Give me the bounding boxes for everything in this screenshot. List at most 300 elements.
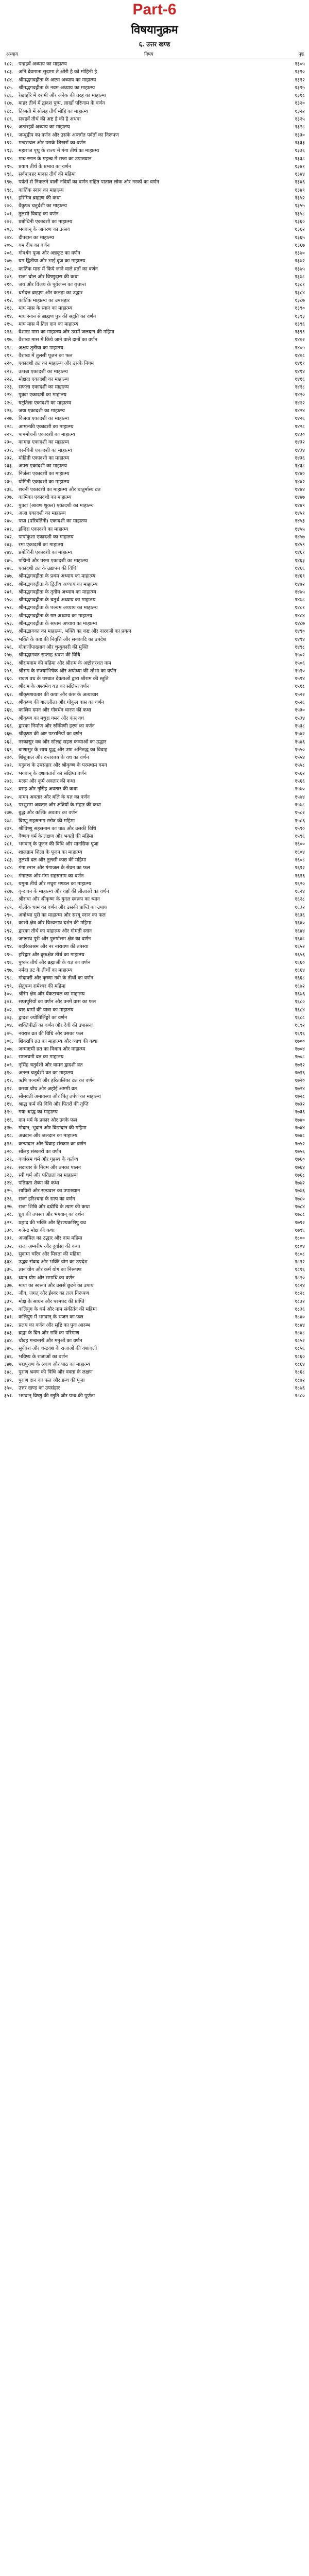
toc-entry <box>4 1172 305 1179</box>
chapter-title: हरिमित्र ब्राह्मण की कथा <box>19 195 61 201</box>
chapter-title: सेतुबन्ध रामेश्वर की महिमा <box>19 983 66 989</box>
chapter-number: २७०. <box>4 755 13 761</box>
toc-entry <box>4 873 305 880</box>
chapter-title: राजा चोल और विष्णुदास की कथा <box>19 274 79 280</box>
toc-entry <box>4 739 305 746</box>
chapter-title: द्वारका निर्माण और रुक्मिणी हरण का वर्णन <box>19 723 95 729</box>
chapter-number: २१२. <box>4 297 13 303</box>
page-number: १५९० <box>295 825 305 832</box>
chapter-number: २०८. <box>4 266 13 272</box>
chapter-number: ३३६. <box>4 1275 13 1281</box>
page-number: १३६५ <box>295 234 305 241</box>
page-number: १४४७ <box>295 495 305 501</box>
page-number: १३९३ <box>295 313 305 319</box>
page-number: १४३६ <box>295 455 305 461</box>
chapter-number: २४२. <box>4 534 13 540</box>
chapter-title: गंगा स्नान और गंगाजल के सेवन का फल <box>19 865 90 871</box>
chapter-number: ३३३. <box>4 1251 13 1257</box>
toc-entry <box>4 368 305 376</box>
chapter-number: २२०. <box>4 361 13 367</box>
chapter-title: ध्रुव की तपस्या और भगवान्‌ का दर्शन <box>19 1212 84 1218</box>
chapter-number: ३०२. <box>4 1007 13 1013</box>
chapter-title: मत्स्य और कूर्म अवतार की कथा <box>19 778 75 785</box>
toc-entry <box>4 849 305 856</box>
chapter-title: षट्तिला एकादशी का माहात्म्य <box>19 400 71 406</box>
chapter-title: वरूथिनी एकादशी का माहात्म्य <box>19 447 72 453</box>
page-number: १७०८ <box>295 1054 305 1060</box>
chapter-title: पुत्रदा (श्रावण शुक्ल) एकादशी का माहात्म्य <box>19 502 94 509</box>
toc-entry <box>4 321 305 328</box>
page-number: १४८७ <box>295 621 305 627</box>
toc-entry <box>4 526 305 533</box>
chapter-number: २८२. <box>4 849 13 855</box>
toc-entry <box>4 218 305 226</box>
chapter-number: २८४. <box>4 865 13 871</box>
chapter-title: श्रीकृष्णावतार की कथा और कंस के अत्याचार <box>19 691 98 698</box>
chapter-number: ३००. <box>4 991 13 997</box>
chapter-number: २२३. <box>4 384 13 391</box>
page-number: १५८६ <box>295 818 305 824</box>
toc-entry <box>4 581 305 588</box>
chapter-title: श्रीमद्भगवद्गीता के पञ्चम अध्याय का माहात्म्य <box>19 605 98 611</box>
chapter-title: निर्जला एकादशी का माहात्म्य <box>19 471 70 477</box>
toc-entry <box>4 1211 305 1218</box>
page-number: १४०२ <box>295 337 305 343</box>
page-number: १८३२ <box>295 1298 305 1304</box>
chapter-title: भगवान्‌ के दशावतारों का संक्षिप्त वर्णन <box>19 770 87 776</box>
chapter-number: २६०. <box>4 676 13 682</box>
chapter-title: सप्तपुरियों का वर्णन और उनमें वास का फल <box>19 999 96 1005</box>
chapter-number: ३१५. <box>4 1109 13 1115</box>
chapter-title: गोकर्णोपाख्यान और धुन्धुकारी की मुक्ति <box>19 644 89 650</box>
toc-entry <box>4 1361 305 1368</box>
chapter-title: चौदह मन्वन्तरों और मनुओं का वर्णन <box>19 1338 82 1344</box>
chapter-title: अक्षय तृतीया का माहात्म्य <box>19 345 63 351</box>
chapter-title: वैष्णव धर्म के लक्षण और भक्तों की महिमा <box>19 834 93 840</box>
chapter-title: एकादशी व्रत के उद्यापन की विधि <box>19 566 77 571</box>
page-number: १७८४ <box>295 1204 305 1210</box>
toc-entry <box>4 983 305 990</box>
toc-entry <box>4 290 305 297</box>
chapter-number: २२७. <box>4 416 13 422</box>
chapter-number: ३२३. <box>4 1172 13 1178</box>
page-number: १८२८ <box>295 1291 305 1297</box>
toc-entry <box>4 408 305 415</box>
chapter-number: १९२. <box>4 140 13 146</box>
page-number: १७१२ <box>295 1062 305 1068</box>
chapter-number: ३३९. <box>4 1298 13 1304</box>
toc-entry <box>4 936 305 943</box>
page-number: १३०५ <box>295 61 305 67</box>
chapter-number: ३४३. <box>4 1330 13 1336</box>
chapter-title: कलियुग में भगवान्‌ के भजन का फल <box>19 1314 83 1320</box>
chapter-title: अठारहवें अध्याय का माहात्म्य <box>19 124 70 130</box>
chapter-number: २००. <box>4 203 13 209</box>
toc-entry <box>4 952 305 959</box>
toc-entry <box>4 423 305 431</box>
chapter-number: ३३०. <box>4 1227 13 1233</box>
page-number: १४६६ <box>295 566 305 571</box>
toc-entry <box>4 352 305 360</box>
chapter-number: ३४१. <box>4 1314 13 1320</box>
page-number: १६२४ <box>295 889 305 895</box>
chapter-title: विजया एकादशी का माहात्म्य <box>19 416 69 422</box>
chapter-title: परशुराम अवतार और क्षत्रियों के संहार की कथा <box>19 802 101 808</box>
chapter-number: २६१. <box>4 684 13 690</box>
toc-entry <box>4 1030 305 1038</box>
toc-entry <box>4 613 305 620</box>
chapter-number: १९५. <box>4 163 13 170</box>
page-number: १३१५ <box>295 84 305 91</box>
toc-entry <box>4 1259 305 1266</box>
toc-entry <box>4 250 305 257</box>
toc-entry <box>4 660 305 667</box>
chapter-title: जय और विजय के पूर्वजन्म का वृत्तान्त <box>19 282 86 288</box>
chapter-title: दान धर्म के प्रकार और उनके फल <box>19 1117 77 1123</box>
chapter-number: ३०७. <box>4 1046 13 1053</box>
chapter-number: २७९. <box>4 825 13 832</box>
chapter-number: १८४. <box>4 77 13 83</box>
chapter-number: २९६. <box>4 959 13 965</box>
chapter-title: प्रयाग तीर्थ के प्रभाव का वर्णन <box>19 163 72 170</box>
chapter-number: २१३. <box>4 306 13 312</box>
chapter-number: २७५. <box>4 794 13 800</box>
toc-entry <box>4 928 305 935</box>
chapter-title: शिशुपाल और दन्तवक्त्र के वध का वर्णन <box>19 755 89 761</box>
toc-entry <box>4 747 305 754</box>
page-number: १३३८ <box>295 156 305 162</box>
chapter-number: २८८. <box>4 896 13 903</box>
chapter-number: १८६. <box>4 93 13 99</box>
chapter-number: २९७. <box>4 968 13 974</box>
toc-entry <box>4 1298 305 1306</box>
toc-entry <box>4 195 305 202</box>
chapter-title: श्राद्ध कर्म की विधि और पितरों की तृप्ति <box>19 1101 89 1108</box>
page-number: १६२८ <box>295 896 305 903</box>
toc-entry <box>4 486 305 494</box>
chapter-number: ३४४. <box>4 1338 13 1344</box>
chapter-title: वृन्दावन के माहात्म्य और वहाँ की लीलाओं का वर्णन <box>19 889 109 895</box>
page-number: १३२० <box>295 100 305 107</box>
chapter-number: २६८. <box>4 739 13 745</box>
page-number: १४७२ <box>295 581 305 587</box>
chapter-number: २१९. <box>4 352 13 359</box>
chapter-title: श्रीकृष्ण की बाललीला और गोकुल वास का वर्णन <box>19 700 104 706</box>
toc-entry <box>4 1377 305 1384</box>
chapter-title: द्वारका तीर्थ का माहात्म्य और गोमती स्नान <box>19 928 92 934</box>
chapter-title: इन्दिरा एकादशी का माहात्म्य <box>19 526 68 532</box>
page-number: १८२४ <box>295 1283 305 1289</box>
chapter-title: तिब्बती में सोलह तीर्थ मोहि का माहात्म्य <box>19 108 89 114</box>
toc-entry <box>4 1077 305 1084</box>
page-number: १३५५ <box>295 203 305 209</box>
chapter-number: ३२८. <box>4 1212 13 1218</box>
chapter-title: श्रीमद्भागवत सप्ताह श्रवण की विधि <box>19 652 80 658</box>
page-number: १३४९ <box>295 187 305 193</box>
chapter-number: १९३. <box>4 148 13 154</box>
toc-entry <box>4 1148 305 1156</box>
chapter-title: मोक्षदा एकादशी का माहात्म्य <box>19 376 69 382</box>
chapter-number: २०२. <box>4 218 13 225</box>
chapter-title: श्रीमद्भगवद्गीता के सप्तम अध्याय का माहात्म्य <box>19 621 97 627</box>
chapter-number: २१४. <box>4 313 13 319</box>
page-number: १३७८ <box>295 274 305 280</box>
chapter-number: २५७. <box>4 652 13 658</box>
chapter-number: २९१. <box>4 920 13 926</box>
chapter-number: २८९. <box>4 904 13 910</box>
page-number: १६७२ <box>295 983 305 989</box>
page-number: १३८१ <box>295 282 305 288</box>
toc-entry <box>4 1125 305 1132</box>
chapter-title: द्वादश ज्योतिर्लिङ्गों का वर्णन <box>19 1014 67 1021</box>
chapter-number: ३२०. <box>4 1148 13 1155</box>
toc-entry <box>4 1109 305 1116</box>
toc-entry <box>4 297 305 304</box>
chapter-title: राजा हरिश्चन्द्र के सत्य का वर्णन <box>19 1196 75 1202</box>
page-number: १६९२ <box>295 1023 305 1029</box>
chapter-title: पर्वतों से निकलने वाली नदियों का वर्णन सहित पाताल लोक और नरकों का वर्णन <box>19 179 159 185</box>
toc-entry <box>4 967 305 974</box>
chapter-number: ३०१. <box>4 999 13 1005</box>
chapter-number: २६७. <box>4 731 13 737</box>
chapter-title: शक्तिपीठों का वर्णन और देवी की उपासना <box>19 1023 93 1029</box>
chapter-number: ३०६. <box>4 1038 13 1044</box>
page-number: १४६१ <box>295 550 305 556</box>
toc-entry <box>4 1046 305 1053</box>
chapter-number: २९२. <box>4 928 13 934</box>
chapter-number: २५८. <box>4 660 13 666</box>
page-number: १३४६ <box>295 179 305 185</box>
chapter-number: २४५. <box>4 557 13 564</box>
toc-entry <box>4 147 305 155</box>
chapter-number: २०४. <box>4 234 13 241</box>
chapter-title: धर्मदत्त ब्राह्मण और कलहा का उद्धार <box>19 290 83 296</box>
toc-entry <box>4 1385 305 1392</box>
chapter-number: १९९. <box>4 195 13 201</box>
page-number: १५९६ <box>295 834 305 840</box>
chapter-title: ध्यान योग और समाधि का वर्णन <box>19 1275 75 1281</box>
toc-entry <box>4 502 305 510</box>
toc-entry <box>4 998 305 1006</box>
page-number: १४२४ <box>295 408 305 414</box>
chapter-title: गजेन्द्र मोक्ष की कथा <box>19 1227 55 1233</box>
page-number: १३७५ <box>295 266 305 272</box>
toc-entry <box>4 313 305 320</box>
page-number: १७४८ <box>295 1133 305 1139</box>
toc-entry <box>4 1164 305 1172</box>
chapter-number: ३३५. <box>4 1267 13 1273</box>
chapter-title: भगवान्‌ के पूजन की विधि और मानसिक पूजा <box>19 841 99 848</box>
chapter-number: २५३. <box>4 621 13 627</box>
chapter-number: ३१८. <box>4 1133 13 1139</box>
page-number: १३१२ <box>295 77 305 83</box>
toc-entry <box>4 1251 305 1258</box>
page-number: १६०४ <box>295 849 305 855</box>
chapter-title: अनन्त चतुर्दशी व्रत का माहात्म्य <box>19 1070 73 1076</box>
toc-entry <box>4 400 305 407</box>
chapter-title: पद्मा (परिवर्तिनी) एकादशी का माहात्म्य <box>19 518 87 524</box>
page-number: १३५८ <box>295 211 305 217</box>
page-number: १७६० <box>295 1157 305 1163</box>
toc-entry <box>4 1062 305 1069</box>
page-number: १७०४ <box>295 1046 305 1053</box>
page-number: १६१६ <box>295 873 305 879</box>
chapter-title: चार धामों की यात्रा का माहात्म्य <box>19 1007 74 1013</box>
chapter-number: २६४. <box>4 707 13 714</box>
chapter-title: सुदामा चरित्र और मित्रता की महिमा <box>19 1251 81 1257</box>
page-number: १४२६ <box>295 416 305 422</box>
chapter-title: नवरात्र व्रत की विधि और उसका फल <box>19 1030 83 1037</box>
page-number: १६०० <box>295 841 305 848</box>
chapter-number: २२९. <box>4 431 13 437</box>
chapter-number: २७२. <box>4 770 13 776</box>
chapter-number: २४६. <box>4 566 13 571</box>
page-number: १३२८ <box>295 124 305 130</box>
chapter-number: २४८. <box>4 581 13 587</box>
toc-entry <box>4 431 305 438</box>
chapter-number: २१५. <box>4 321 13 327</box>
toc-entry <box>4 92 305 99</box>
chapter-number: २३२. <box>4 455 13 461</box>
toc-entry <box>4 833 305 840</box>
page-number: १३७२ <box>295 258 305 264</box>
page-number: १४९८ <box>295 644 305 650</box>
page-number: १६०८ <box>295 857 305 863</box>
chapter-title: गंगाष्टक और गंगा सहस्रनाम का वर्णन <box>19 873 84 879</box>
page-number: १७६४ <box>295 1164 305 1171</box>
chapter-title: वैशाख में तुलसी पूजन का फल <box>19 352 73 359</box>
toc-entry <box>4 1007 305 1014</box>
page-number: १७४४ <box>295 1125 305 1131</box>
toc-entry <box>4 479 305 486</box>
toc-entry <box>4 1353 305 1361</box>
chapter-number: २२६. <box>4 408 13 414</box>
chapter-title: रेखाहोरे में दशमी और अनेक की तरह का माहात्म्य <box>19 93 106 99</box>
chapter-title: अनि देवमाता सुदामा ते ओरी है को मोहिनी है <box>19 69 97 75</box>
chapter-number: १९७. <box>4 179 13 185</box>
chapter-number: २३०. <box>4 439 13 446</box>
page-number: १५०६ <box>295 660 305 666</box>
toc-entry <box>4 1322 305 1329</box>
chapter-number: २३१. <box>4 447 13 453</box>
chapter-title: पापांकुशा एकादशी का माहात्म्य <box>19 534 74 540</box>
toc-entry <box>4 1014 305 1022</box>
page-number: १५७८ <box>295 802 305 808</box>
chapter-title: तुलसी विवाह का वर्णन <box>19 211 59 217</box>
chapter-number: १८२. <box>4 61 13 67</box>
chapter-title: यदुवंश के उपसंहार और श्रीकृष्ण के परमधाम गमन <box>19 762 107 769</box>
toc-entry <box>4 1180 305 1187</box>
chapter-title: श्रीमद्भगवद्गीता के अष्टम अध्याय का माहात्म्य <box>19 77 96 83</box>
chapter-title: सर्वपापहर मानस तीर्थ की महिमा <box>19 172 76 178</box>
page-number: १६६८ <box>295 975 305 981</box>
chapter-title: राजा अम्बरीष और दुर्वासा की कथा <box>19 1243 80 1249</box>
chapter-title: शयनी एकादशी का माहात्म्य और चातुर्मास्य व्रत <box>19 487 101 493</box>
chapter-number: २४९. <box>4 589 13 595</box>
page-number: १७७२ <box>295 1180 305 1187</box>
page-number: १८७२ <box>295 1377 305 1383</box>
chapter-title: पुष्कर तीर्थ और ब्रह्माजी के यज्ञ का वर्णन <box>19 959 91 965</box>
toc-entry <box>4 1086 305 1093</box>
page-number: १५१८ <box>295 684 305 690</box>
chapter-number: २७३. <box>4 778 13 785</box>
toc-entry <box>4 1306 305 1313</box>
page-number: १८१२ <box>295 1259 305 1265</box>
chapter-title: अपरा एकादशी का माहात्म्य <box>19 463 67 469</box>
page-number: १८०८ <box>295 1251 305 1257</box>
toc-entry <box>4 904 305 911</box>
chapter-number: ३२९. <box>4 1219 13 1226</box>
toc-entry <box>4 1290 305 1297</box>
chapter-number: २५९. <box>4 668 13 674</box>
toc-entry <box>4 470 305 478</box>
chapter-title: भगवान्‌ के जागरण का उत्सव <box>19 227 70 233</box>
chapter-title: महाराज पृथु के राज्य में गंगा तीर्थ का माहात्म्य <box>19 148 99 154</box>
toc-entry <box>4 912 305 919</box>
page-number: १३७० <box>295 250 305 257</box>
page-number: १३२२ <box>295 108 305 114</box>
chapter-number: २०७. <box>4 258 13 264</box>
chapter-number: ३४२. <box>4 1322 13 1328</box>
chapter-number: २३९. <box>4 510 13 516</box>
chapter-title: पद्मपुराण के श्रवण और पाठ का माहात्म्य <box>19 1361 91 1367</box>
toc-entry <box>4 1282 305 1290</box>
toc-entry <box>4 1219 305 1227</box>
chapter-title: सूर्यवंश और चन्द्रवंश के राजाओं की वंशावली <box>19 1346 97 1352</box>
chapter-number: ३१६. <box>4 1117 13 1123</box>
chapter-title: तुलसी दल और तुलसी काष्ठ की महिमा <box>19 857 87 863</box>
toc-entry <box>4 794 305 801</box>
chapter-number: २२२. <box>4 376 13 382</box>
chapter-number: २३३. <box>4 463 13 469</box>
page-number: १४१४ <box>295 368 305 375</box>
page-number: १३४१ <box>295 163 305 170</box>
toc-entry <box>4 187 305 194</box>
page-number: १६२० <box>295 880 305 887</box>
chapter-title: पुराण दान का फल और ग्रन्थ की पूजा <box>19 1377 85 1383</box>
chapter-title: प्रबोधिनी एकादशी का माहात्म्य <box>19 550 73 556</box>
page-number: १७१६ <box>295 1070 305 1076</box>
page-number: १६९६ <box>295 1030 305 1037</box>
chapter-number: २८१. <box>4 841 13 848</box>
toc-entry <box>4 1235 305 1242</box>
toc-entry <box>4 163 305 171</box>
chapter-title: मोहिनी एकादशी का माहात्म्य <box>19 455 70 461</box>
toc-entry <box>4 652 305 659</box>
page-number: १४५३ <box>295 518 305 524</box>
chapter-number: २९९. <box>4 983 13 989</box>
chapter-number: ३४७. <box>4 1361 13 1367</box>
chapter-title: श्रीमद्भगवद्गीता के द्वितीय अध्याय का माहात्म्य <box>19 581 98 587</box>
page-number: १५३० <box>295 707 305 714</box>
chapter-title: काशी क्षेत्र और विश्वनाथ दर्शन की महिमा <box>19 920 92 926</box>
chapter-title: नरकासुर वध और सोलह सहस्र कन्याओं का उद्धार <box>19 739 107 745</box>
toc-entry <box>4 1330 305 1337</box>
part-heading: Part-6 <box>132 1 177 18</box>
chapter-title: सोमवती अमावस्या और पितृ तर्पण का माहात्म्य <box>19 1093 101 1099</box>
chapter-title: श्रीकृष्ण का मथुरा गमन और कंस वध <box>19 715 84 721</box>
chapter-number: ३२१. <box>4 1157 13 1163</box>
chapter-number: २४७. <box>4 573 13 580</box>
toc-entry <box>4 392 305 399</box>
page-number: १३६० <box>295 218 305 225</box>
chapter-number: २८३. <box>4 857 13 863</box>
chapter-number: २२१. <box>4 368 13 375</box>
toc-entry <box>4 171 305 178</box>
chapter-number: २९४. <box>4 944 13 950</box>
toc-entry <box>4 384 305 391</box>
toc-entry <box>4 589 305 596</box>
